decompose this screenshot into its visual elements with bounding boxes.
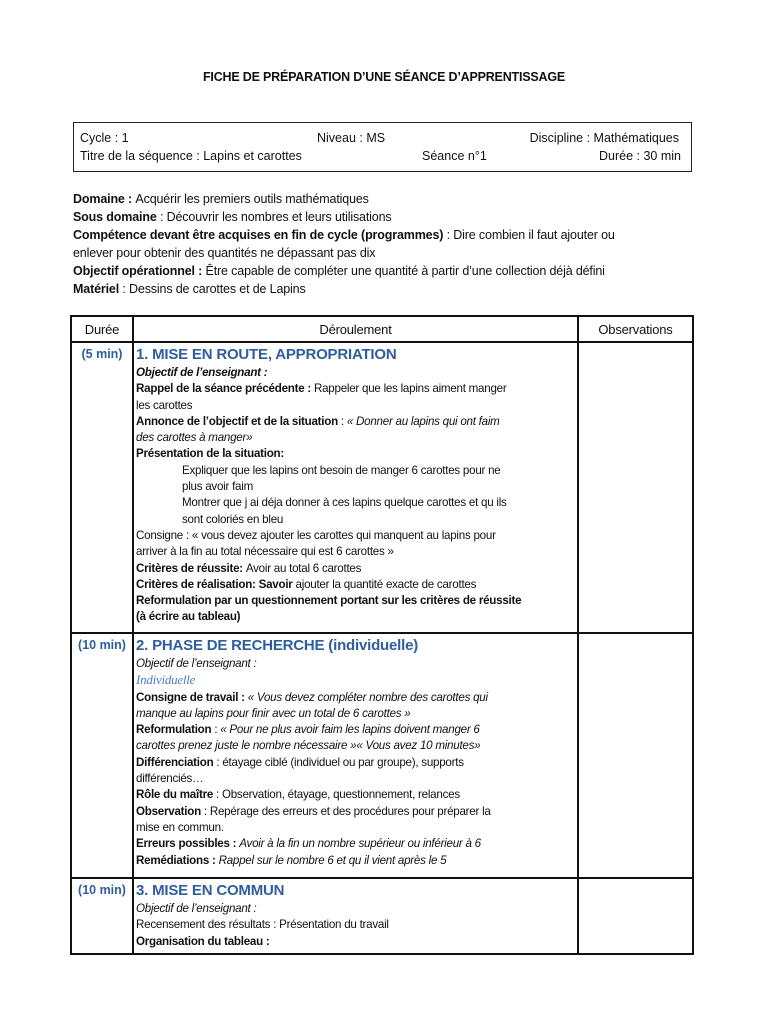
text-line bbox=[136, 836, 577, 852]
text-segment: Consigne de travail : bbox=[136, 690, 248, 704]
observations-cell[interactable] bbox=[578, 878, 693, 954]
text-segment: Individuelle bbox=[136, 672, 196, 688]
text-line bbox=[136, 804, 577, 820]
text-segment: Être capable de compléter une quantité à partir d’une collection déjà défini bbox=[205, 264, 605, 278]
text-segment: Remédiations : bbox=[136, 853, 219, 867]
niveau-field: Niveau : MS bbox=[317, 131, 386, 145]
text-segment: « Donner au lapins qui ont faim bbox=[346, 414, 500, 428]
text-line bbox=[136, 414, 577, 430]
text-line bbox=[136, 593, 577, 609]
text-segment: carottes prenez juste le nombre nécessaire »« Vous avez 10 minutes» bbox=[136, 739, 481, 753]
text-line bbox=[136, 881, 577, 901]
text-segment: Observation bbox=[136, 804, 204, 818]
observations-cell[interactable] bbox=[578, 342, 693, 633]
text-line bbox=[136, 755, 577, 771]
text-segment: sont coloriés en bleu bbox=[182, 512, 284, 526]
duration-cell: (5 min) bbox=[71, 342, 133, 633]
table-row bbox=[71, 878, 693, 954]
deroulement-cell bbox=[133, 878, 578, 954]
observations-cell[interactable] bbox=[578, 633, 693, 878]
text-line bbox=[73, 226, 713, 244]
text-line bbox=[136, 577, 577, 593]
text-segment: Différenciation bbox=[136, 755, 217, 769]
text-line bbox=[136, 528, 577, 544]
text-segment: Erreurs possibles : bbox=[136, 837, 240, 851]
text-line bbox=[136, 690, 577, 706]
text-line bbox=[136, 365, 577, 381]
document-title: FICHE DE PRÉPARATION D’UNE SÉANCE D’APPRENTISSAGE bbox=[202, 70, 565, 84]
text-segment: (à écrire au tableau) bbox=[136, 610, 241, 624]
text-line bbox=[136, 901, 577, 917]
lesson-plan-table bbox=[70, 315, 694, 955]
text-segment: Recensement des résultats : Présentation du travail bbox=[136, 918, 389, 932]
discipline-field: Discipline : Mathématiques bbox=[529, 131, 679, 145]
text-segment: Rappeler que les lapins aiment manger bbox=[313, 382, 507, 396]
header-observations: Observations bbox=[578, 316, 693, 342]
text-line bbox=[136, 636, 577, 656]
text-segment: : Découvrir les nombres et leurs utilisations bbox=[159, 210, 392, 224]
text-segment: Consigne : « vous devez ajouter les carottes qui manquent au lapins pour bbox=[136, 528, 496, 542]
text-line bbox=[136, 446, 577, 462]
session-info-box bbox=[73, 122, 692, 172]
text-line bbox=[136, 381, 577, 397]
text-segment: manque au lapins pour finir avec un total de 6 carottes » bbox=[136, 706, 411, 720]
text-segment: « Vous devez compléter nombre des carottes qui bbox=[247, 690, 488, 704]
table-row bbox=[71, 633, 693, 878]
text-segment: Matériel bbox=[73, 282, 123, 296]
section-heading: 2. PHASE DE RECHERCHE (individuelle) bbox=[136, 637, 419, 654]
text-segment: : Dessins de carottes et de Lapins bbox=[122, 282, 306, 296]
text-line bbox=[136, 656, 577, 672]
text-line bbox=[136, 463, 577, 479]
text-line bbox=[136, 672, 577, 689]
text-segment: Rôle du maître bbox=[136, 788, 216, 802]
text-segment: Objectif de l’enseignant : bbox=[136, 366, 268, 379]
header-duree: Durée bbox=[71, 316, 133, 342]
text-segment: Compétence devant être acquises en fin de cycle (programmes) bbox=[73, 228, 447, 242]
text-segment: : étayage ciblé (individuel ou par groupe), supports bbox=[216, 755, 464, 769]
text-line bbox=[136, 609, 577, 625]
text-segment: « Pour ne plus avoir faim les lapins doivent manger 6 bbox=[220, 723, 480, 737]
table-row bbox=[71, 342, 693, 633]
text-segment: Rappel sur le nombre 6 et qu il vient après le 5 bbox=[218, 853, 447, 867]
duration-cell: (10 min) bbox=[71, 633, 133, 878]
text-segment: les carottes bbox=[136, 398, 193, 412]
text-segment: : bbox=[214, 723, 221, 737]
text-segment: arriver à la fin au total nécessaire qui est 6 carottes » bbox=[136, 545, 394, 559]
text-line bbox=[136, 430, 577, 446]
text-segment: Critères de réalisation: Savoir bbox=[136, 577, 296, 591]
text-line bbox=[73, 280, 713, 298]
text-segment: Reformulation par un questionnement portant sur les critères de réussite bbox=[136, 594, 522, 608]
text-line bbox=[136, 544, 577, 560]
text-line bbox=[136, 853, 577, 869]
text-segment: plus avoir faim bbox=[182, 480, 253, 494]
text-segment: différenciés… bbox=[136, 772, 204, 786]
text-segment: Reformulation bbox=[136, 723, 215, 737]
text-line bbox=[136, 479, 577, 495]
section-heading: 3. MISE EN COMMUN bbox=[136, 882, 285, 899]
text-line bbox=[136, 738, 577, 754]
text-segment: : Repérage des erreurs et des procédures pour préparer la bbox=[203, 804, 491, 818]
section-heading: 1. MISE EN ROUTE, APPROPRIATION bbox=[136, 346, 397, 363]
text-segment: des carottes à manger» bbox=[136, 431, 253, 445]
duration-cell: (10 min) bbox=[71, 878, 133, 954]
text-line bbox=[136, 820, 577, 836]
text-segment: Expliquer que les lapins ont besoin de manger 6 carottes pour ne bbox=[182, 463, 501, 477]
session-objectives bbox=[73, 190, 713, 298]
text-line bbox=[136, 722, 577, 738]
text-segment: Rappel de la séance précédente : bbox=[136, 382, 314, 396]
text-line bbox=[136, 561, 577, 577]
cycle-field: Cycle : 1 bbox=[80, 131, 129, 145]
deroulement-cell bbox=[133, 633, 578, 878]
text-line bbox=[136, 512, 577, 528]
text-line bbox=[136, 787, 577, 803]
text-line bbox=[73, 190, 713, 208]
sequence-title-field: Titre de la séquence : Lapins et carottes bbox=[80, 149, 302, 163]
text-line bbox=[136, 706, 577, 722]
text-line bbox=[136, 771, 577, 787]
text-segment: mise en commun. bbox=[136, 820, 224, 834]
text-segment: Objectif opérationnel : bbox=[73, 264, 206, 278]
text-segment: Avoir à la fin un nombre supérieur ou inférieur à 6 bbox=[239, 837, 481, 851]
duration-field: Durée : 30 min bbox=[599, 149, 681, 163]
text-line bbox=[136, 917, 577, 933]
text-segment: Objectif de l’enseignant : bbox=[136, 902, 257, 915]
text-line bbox=[73, 262, 713, 280]
text-line bbox=[73, 208, 713, 226]
text-segment: ajouter la quantité exacte de carottes bbox=[295, 577, 477, 591]
text-segment: Acquérir les premiers outils mathématiques bbox=[135, 192, 369, 206]
text-segment: Montrer que j ai déja donner à ces lapins quelque carottes et qu ils bbox=[182, 496, 507, 510]
seance-field: Séance n°1 bbox=[422, 149, 487, 163]
text-line bbox=[136, 495, 577, 511]
text-segment: Annonce de l’objectif et de la situation bbox=[136, 414, 341, 428]
text-segment: : Dire combien il faut ajouter ou bbox=[446, 228, 615, 242]
text-segment: Présentation de la situation: bbox=[136, 447, 285, 461]
table-header-row bbox=[71, 316, 693, 342]
text-segment: Domaine : bbox=[73, 192, 136, 206]
text-segment: : bbox=[340, 414, 347, 428]
text-line bbox=[136, 934, 577, 950]
text-line bbox=[136, 345, 577, 365]
text-segment: Objectif de l’enseignant : bbox=[136, 657, 257, 670]
text-line bbox=[136, 398, 577, 414]
text-segment: Avoir au total 6 carottes bbox=[245, 561, 362, 575]
text-segment: Critères de réussite: bbox=[136, 561, 246, 575]
deroulement-cell bbox=[133, 342, 578, 633]
text-segment: Sous domaine bbox=[73, 210, 160, 224]
text-segment: Organisation du tableau : bbox=[136, 934, 270, 948]
text-segment: enlever pour obtenir des quantités ne dépassant pas dix bbox=[73, 246, 376, 260]
header-deroulement: Déroulement bbox=[133, 316, 578, 342]
text-line bbox=[73, 244, 713, 262]
text-segment: : Observation, étayage, questionnement, relances bbox=[216, 788, 460, 802]
